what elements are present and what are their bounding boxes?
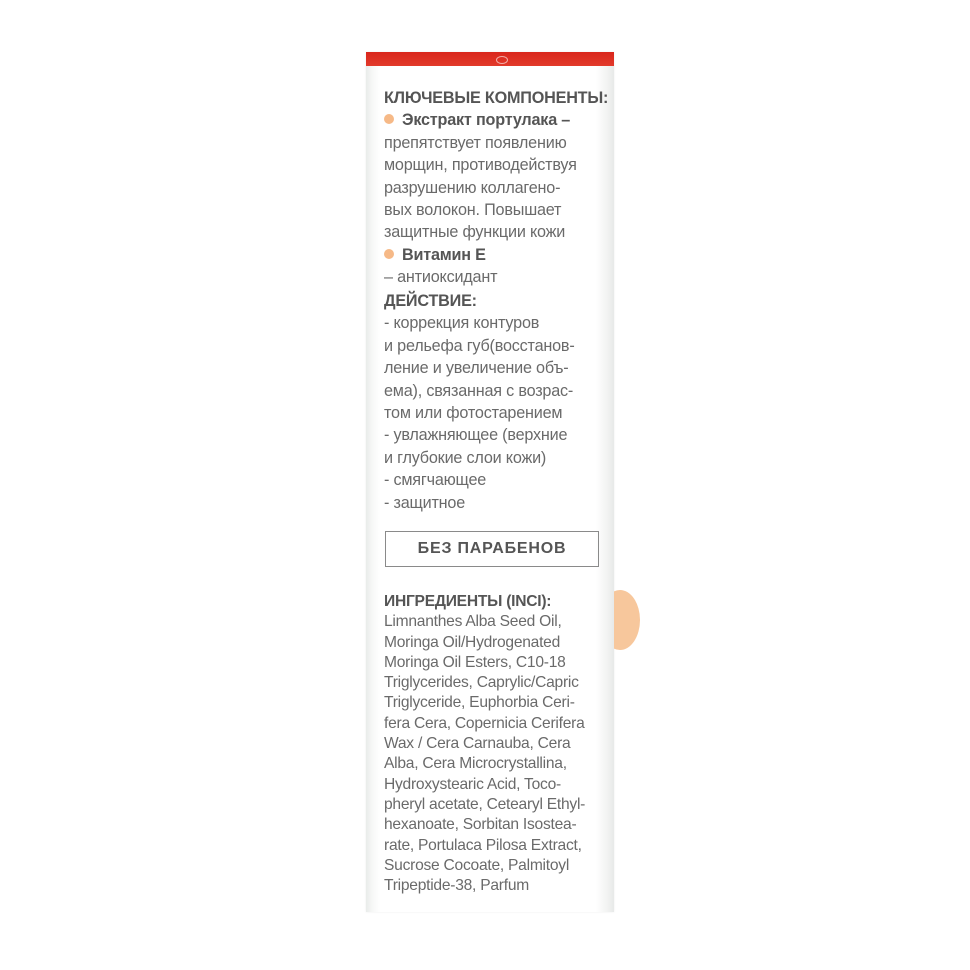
action-line: ема), связанная с возрас- xyxy=(384,381,574,400)
component-1-desc-line: препятствует появлению xyxy=(384,133,567,152)
ingredient-line: pheryl acetate, Cetearyl Ethyl- xyxy=(384,795,586,813)
ingredient-line: Triglyceride, Euphorbia Ceri- xyxy=(384,694,575,712)
action-line: - коррекция контуров xyxy=(384,314,540,333)
action-line: - смягчающее xyxy=(384,471,487,490)
ingredient-line: Limnanthes Alba Seed Oil, xyxy=(384,613,562,631)
component-1-desc-line: вых волокон. Повышает xyxy=(384,201,562,220)
no-parabens-badge: БЕЗ ПАРАБЕНОВ xyxy=(385,531,599,567)
band-mark xyxy=(496,56,508,64)
component-2-name: Витамин Е xyxy=(402,245,486,264)
ingredient-line: Tripeptide-38, Parfum xyxy=(384,877,529,895)
ingredient-line: Hydroxystearic Acid, Toco- xyxy=(384,775,561,793)
action-line: и глубокие слои кожи) xyxy=(384,448,547,467)
ingredient-line: Triglycerides, Caprylic/Capric xyxy=(384,674,579,692)
component-item-2 xyxy=(384,244,608,266)
ingredients-heading: ИНГРЕДИЕНТЫ (INCI): xyxy=(384,593,552,610)
red-top-band xyxy=(366,52,614,66)
bullet-dot-icon xyxy=(384,249,394,259)
component-2-desc-line: – антиоксидант xyxy=(384,268,498,287)
component-1-desc-line: разрушению коллагено- xyxy=(384,178,561,197)
action-line: ление и увеличение объ- xyxy=(384,359,569,378)
ingredient-line: fera Cera, Copernicia Cerifera xyxy=(384,714,585,732)
ingredient-line: rate, Portulaca Pilosa Extract, xyxy=(384,836,582,854)
action-section xyxy=(384,290,575,514)
component-1-desc-line: морщин, противодействуя xyxy=(384,156,577,175)
ingredient-line: Sucrose Cocoate, Palmitoyl xyxy=(384,856,570,874)
action-line: том или фотостарением xyxy=(384,404,563,423)
ingredients-section xyxy=(384,592,585,896)
component-item-1 xyxy=(384,109,608,131)
ingredient-line: Moringa Oil/Hydrogenated xyxy=(384,633,561,651)
ingredient-line: hexanoate, Sorbitan Isostea- xyxy=(384,816,577,834)
action-line: - увлажняющее (верхние xyxy=(384,426,568,445)
action-line: - защитное xyxy=(384,493,466,512)
action-line: и рельефа губ(восстанов- xyxy=(384,336,575,355)
action-heading: ДЕЙСТВИЕ: xyxy=(384,292,477,310)
bullet-dot-icon xyxy=(384,114,394,124)
key-components-section xyxy=(384,87,608,289)
component-1-name: Экстракт портулака – xyxy=(402,111,571,130)
ingredient-line: Alba, Cera Microcrystallina, xyxy=(384,755,567,773)
key-components-heading: КЛЮЧЕВЫЕ КОМПОНЕНТЫ: xyxy=(384,89,609,107)
component-1-desc-line: защитные функции кожи xyxy=(384,223,566,242)
ingredient-line: Moringa Oil Esters, C10-18 xyxy=(384,653,566,671)
ingredient-line: Wax / Cera Carnauba, Cera xyxy=(384,735,571,753)
